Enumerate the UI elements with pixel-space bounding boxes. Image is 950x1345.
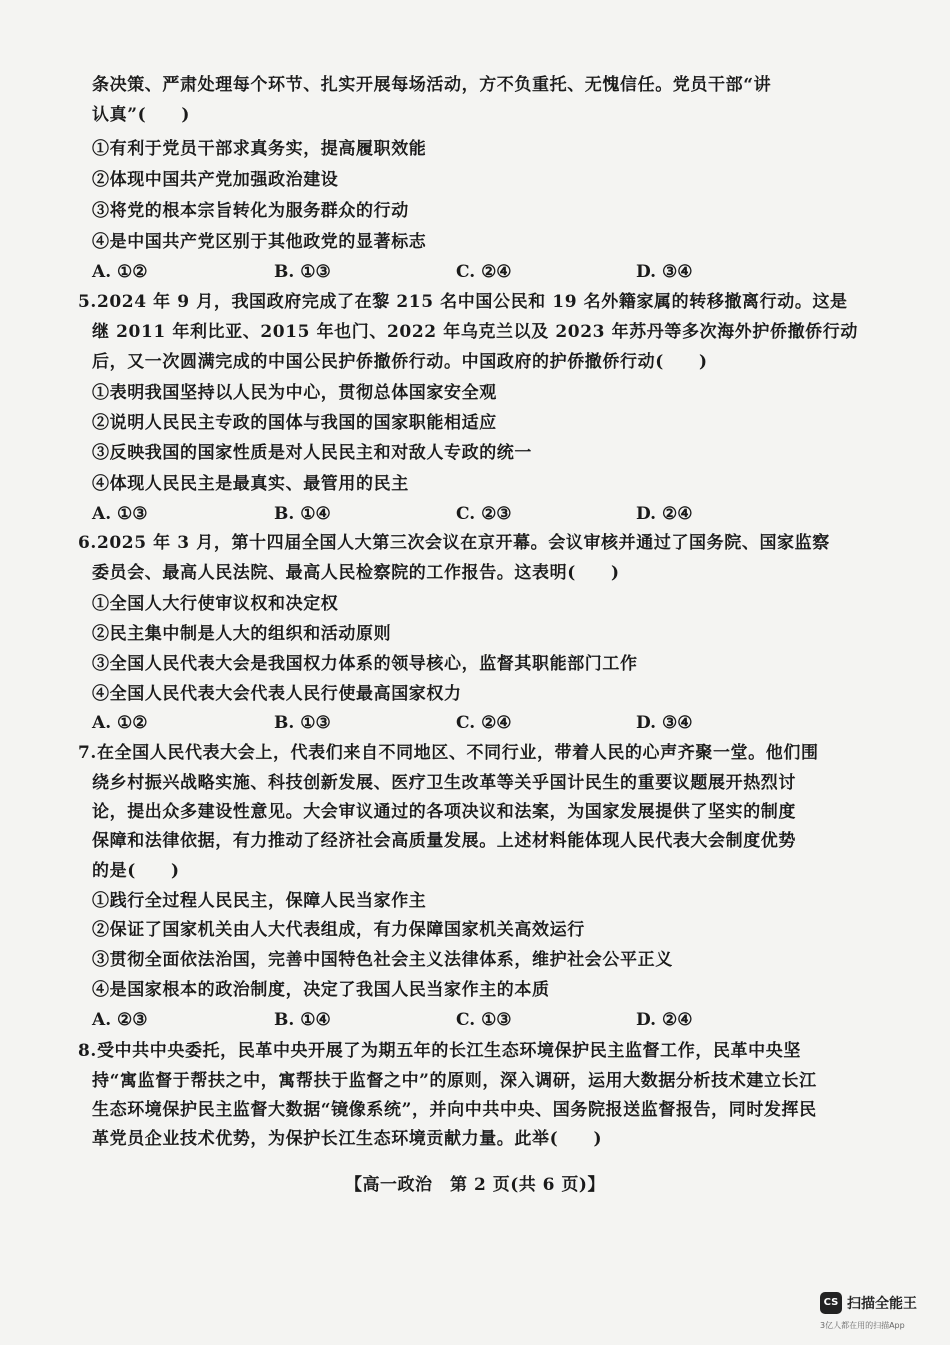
q8-stem-line: 生态环境保护民主监督大数据“镜像系统”，并向中共中央、国务院报送监督报告，同时发挥民: [92, 1100, 817, 1120]
option-d[interactable]: D. ②④: [636, 504, 693, 524]
q6-item-2: ②民主集中制是人大的组织和活动原则: [92, 624, 392, 644]
q4-item-3: ③将党的根本宗旨转化为服务群众的行动: [92, 201, 409, 221]
q6-options: [92, 712, 812, 734]
q5-item-1: ①表明我国坚持以人民为中心，贯彻总体国家安全观: [92, 383, 497, 403]
option-b[interactable]: B. ①③: [274, 262, 331, 282]
option-a[interactable]: A. ①②: [92, 713, 148, 733]
option-d[interactable]: D. ③④: [636, 713, 693, 733]
option-b[interactable]: B. ①④: [274, 504, 331, 524]
camscanner-logo-icon: CS: [820, 1292, 842, 1314]
q6-item-4: ④全国人民代表大会代表人民行使最高国家权力: [92, 684, 462, 704]
option-b[interactable]: B. ①④: [274, 1010, 331, 1030]
watermark-tagline: 3亿人都在用的扫描App: [820, 1321, 905, 1330]
option-c[interactable]: C. ①③: [456, 1010, 512, 1030]
q5-stem-line: 5.2024 年 9 月，我国政府完成了在黎 215 名中国公民和 19 名外籍家属的转移撤离行动。这是: [78, 292, 848, 312]
q6-stem-line: 6.2025 年 3 月，第十四届全国人大第三次会议在京开幕。会议审核并通过了国务院、国家监察: [78, 533, 830, 553]
watermark-app-name: 扫描全能王: [847, 1296, 917, 1312]
option-a[interactable]: A. ①②: [92, 262, 148, 282]
q4-stem-line: 条决策、严肃处理每个环节、扎实开展每场活动，方不负重托、无愧信任。党员干部“讲: [92, 75, 772, 95]
q5-item-2: ②说明人民民主专政的国体与我国的国家职能相适应: [92, 413, 497, 433]
q5-stem-line: 继 2011 年利比亚、2015 年也门、2022 年乌克兰以及 2023 年苏丹等多次海外护侨撤侨行动: [92, 322, 858, 342]
q6-stem-line: 委员会、最高人民法院、最高人民检察院的工作报告。这表明( ): [92, 563, 620, 583]
q7-stem-line: 保障和法律依据，有力推动了经济社会高质量发展。上述材料能体现人民代表大会制度优势: [92, 831, 796, 851]
q7-item-1: ①践行全过程人民民主，保障人民当家作主: [92, 891, 427, 911]
option-c[interactable]: C. ②④: [456, 262, 512, 282]
q7-stem-line: 的是( ): [92, 861, 180, 881]
q6-item-1: ①全国人大行使审议权和决定权: [92, 594, 339, 614]
q7-item-3: ③贯彻全面依法治国，完善中国特色社会主义法律体系，维护社会公平正义: [92, 950, 673, 970]
q5-item-3: ③反映我国的国家性质是对人民民主和对敌人专政的统一: [92, 443, 532, 463]
scanner-watermark: [820, 1292, 940, 1336]
option-d[interactable]: D. ②④: [636, 1010, 693, 1030]
q5-options: [92, 503, 812, 525]
option-c[interactable]: C. ②③: [456, 504, 512, 524]
q8-stem-line: 持“寓监督于帮扶之中，寓帮扶于监督之中”的原则，深入调研，运用大数据分析技术建立长江: [92, 1071, 817, 1091]
q6-item-3: ③全国人民代表大会是我国权力体系的领导核心，监督其职能部门工作: [92, 654, 638, 674]
q8-stem-line: 革党员企业技术优势，为保护长江生态环境贡献力量。此举( ): [92, 1129, 603, 1149]
q4-stem-line: 认真”( ): [92, 105, 191, 125]
q7-stem-line: 论，提出众多建设性意见。大会审议通过的各项决议和法案，为国家发展提供了坚实的制度: [92, 802, 796, 822]
q8-stem-line: 8.受中共中央委托，民革中央开展了为期五年的长江生态环境保护民主监督工作，民革中央坚: [78, 1041, 801, 1061]
q7-stem-line: 绕乡村振兴战略实施、科技创新发展、医疗卫生改革等关乎国计民生的重要议题展开热烈讨: [92, 773, 796, 793]
option-d[interactable]: D. ③④: [636, 262, 693, 282]
option-b[interactable]: B. ①③: [274, 713, 331, 733]
q4-item-1: ①有利于党员干部求真务实，提高履职效能: [92, 139, 427, 159]
option-a[interactable]: A. ②③: [92, 1010, 148, 1030]
q5-item-4: ④体现人民民主是最真实、最管用的民主: [92, 474, 409, 494]
option-c[interactable]: C. ②④: [456, 713, 512, 733]
q7-options: [92, 1009, 812, 1031]
q4-item-2: ②体现中国共产党加强政治建设: [92, 170, 339, 190]
page-footer: 【高一政治 第 2 页(共 6 页)】: [345, 1175, 605, 1195]
q7-item-4: ④是国家根本的政治制度，决定了我国人民当家作主的本质: [92, 980, 550, 1000]
q4-item-4: ④是中国共产党区别于其他政党的显著标志: [92, 232, 427, 252]
q7-item-2: ②保证了国家机关由人大代表组成，有力保障国家机关高效运行: [92, 920, 585, 940]
option-a[interactable]: A. ①③: [92, 504, 148, 524]
q5-stem-line: 后，又一次圆满完成的中国公民护侨撤侨行动。中国政府的护侨撤侨行动( ): [92, 352, 708, 372]
q4-options: [92, 261, 812, 283]
q7-stem-line: 7.在全国人民代表大会上，代表们来自不同地区、不同行业，带着人民的心声齐聚一堂。他们围: [78, 743, 819, 763]
